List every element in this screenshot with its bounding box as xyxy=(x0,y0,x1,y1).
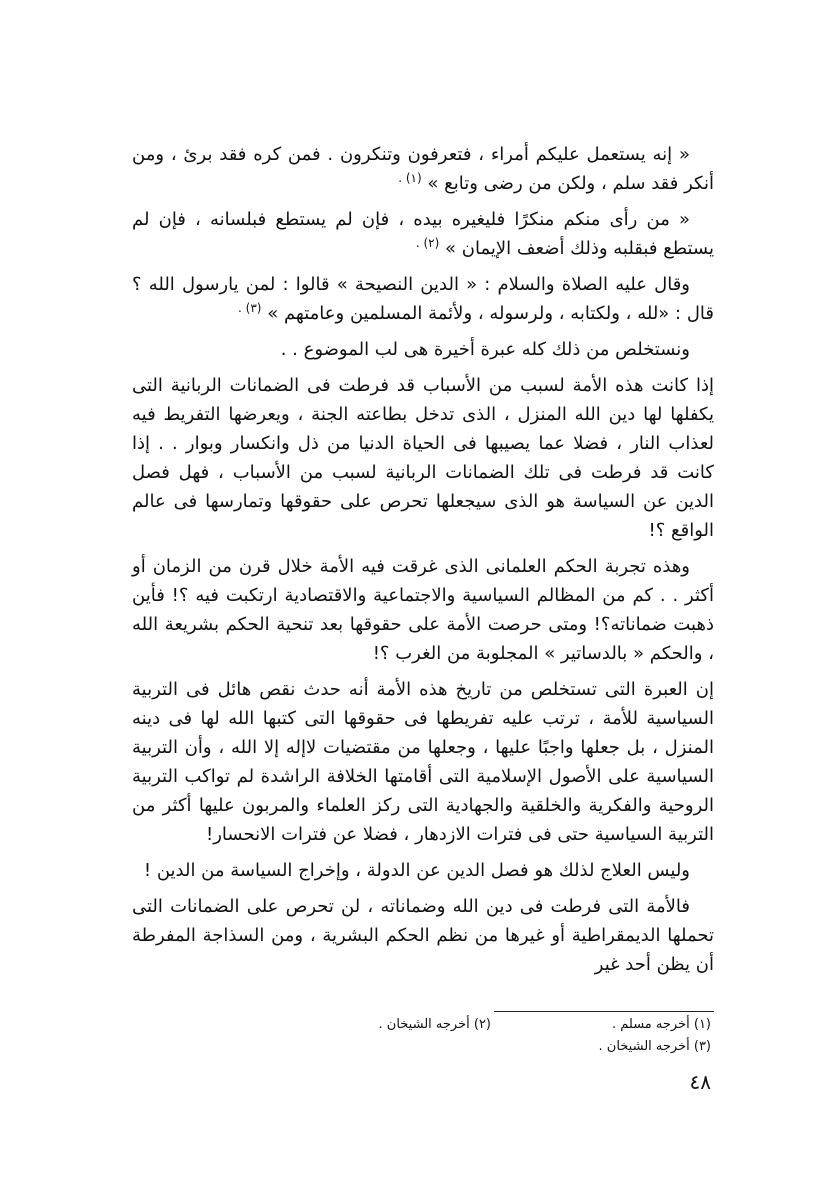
paragraph-text: إن العبرة التى تستخلص من تاريخ هذه الأمة أنه حدث نقص هائل فى التربية السياسية للأمة ، ترتب عليه تفريطها فى حقوقها التى كتبها الله لها فى دينه المنزل ، بل جعلها واجبًا عليها ، وجعلها من مقتضيات لاإله إلا الله ، وأن التربية السياسية على الأصول الإسلامية التى أقامتها الخلافة الراشدة لم تواكب التربية الروحية والفكرية والخلقية والجهادية التى ركز العلماء والمربون عليها أكثر من التربية السياسية حتى فى فترات الازدهار ، فضلا عن فترات الانحسار! xyxy=(132,679,714,845)
footnote-1: (١) أخرجه مسلم . xyxy=(611,1017,711,1032)
footnote-3: (٣) أخرجه الشيخان . xyxy=(598,1039,711,1054)
paragraph-text: إذا كانت هذه الأمة لسبب من الأسباب قد فرطت فى الضمانات الربانية التى يكفلها لها دين الله المنزل ، الذى تدخل بطاعته الجنة ، ويعرضها التفريط فيه لعذاب النار ، فضلا عما يصيبها فى الحياة الدنيا من ذل وانكسار وبوار . . إذا كانت قد فرطت فى تلك الضمانات الربانية لسبب من الأسباب ، فهل فصل الدين عن السياسة هو الذى سيجعلها تحرص على حقوقها وتمارسها فى عالم الواقع ؟! xyxy=(132,375,714,541)
paragraph-text: وقال عليه الصلاة والسلام : « الدين النصيحة » قالوا : لمن يارسول الله ؟ قال : «لله ، ولكتابه ، ولرسوله ، ولأئمة المسلمين وعامتهم » xyxy=(132,274,714,324)
paragraph-body-1 xyxy=(132,371,714,545)
footnote-row xyxy=(311,1014,711,1036)
footnote-2: (٢) أخرجه الشيخان . xyxy=(378,1017,491,1032)
footnotes xyxy=(311,1014,711,1058)
paragraph-hadith-2 xyxy=(132,205,714,263)
paragraph-conclusion-intro xyxy=(132,335,714,364)
paragraph-text: فالأمة التى فرطت فى دين الله وضماناته ، لن تحرص على الضمانات التى تحملها الديمقراطية أو غيرها من نظم الحكم البشرية ، ومن السذاجة المفرطة أن يظن أحد غير xyxy=(132,896,714,975)
paragraph-text: « إنه يستعمل عليكم أمراء ، فتعرفون وتنكرون . فمن كره فقد برئ ، ومن أنكر فقد سلم ، ولكن من رضى وتابع » xyxy=(132,144,714,194)
paragraph-text: وهذه تجربة الحكم العلمانى الذى غرقت فيه الأمة خلال قرن من الزمان أو أكثر . . كم من المظالم السياسية والاجتماعية والاقتصادية ارتكبت فيه ؟! فأين ذهبت ضماناته؟! ومتى حرصت الأمة على حقوقها بعد تنحية الحكم بشريعة الله ، والحكم « بالدساتير » المجلوبة من الغرب ؟! xyxy=(132,556,714,664)
paragraph-body-5 xyxy=(132,892,714,979)
paragraph-body-4 xyxy=(132,856,714,885)
main-text xyxy=(132,140,714,986)
footnote-marker: (٣) . xyxy=(238,301,262,315)
paragraph-body-2 xyxy=(132,552,714,668)
paragraph-text: « من رأى منكم منكرًا فليغيره بيده ، فإن لم يستطع فبلسانه ، فإن لم يستطع فبقلبه وذلك أضعف الإيمان » xyxy=(132,209,714,259)
footnote-row xyxy=(311,1036,711,1058)
paragraph-hadith-3 xyxy=(132,270,714,328)
paragraph-text: وليس العلاج لذلك هو فصل الدين عن الدولة ، وإخراج السياسة من الدين ! xyxy=(143,860,690,881)
paragraph-body-3 xyxy=(132,675,714,849)
footnote-marker: (١) . xyxy=(398,171,422,185)
paragraph-hadith-1 xyxy=(132,140,714,198)
footnote-divider xyxy=(494,1011,714,1012)
paragraph-text: ونستخلص من ذلك كله عبرة أخيرة هى لب الموضوع . . xyxy=(280,339,690,360)
footnote-marker: (٢) . xyxy=(415,236,440,250)
page-number: ٤٨ xyxy=(689,1070,711,1094)
